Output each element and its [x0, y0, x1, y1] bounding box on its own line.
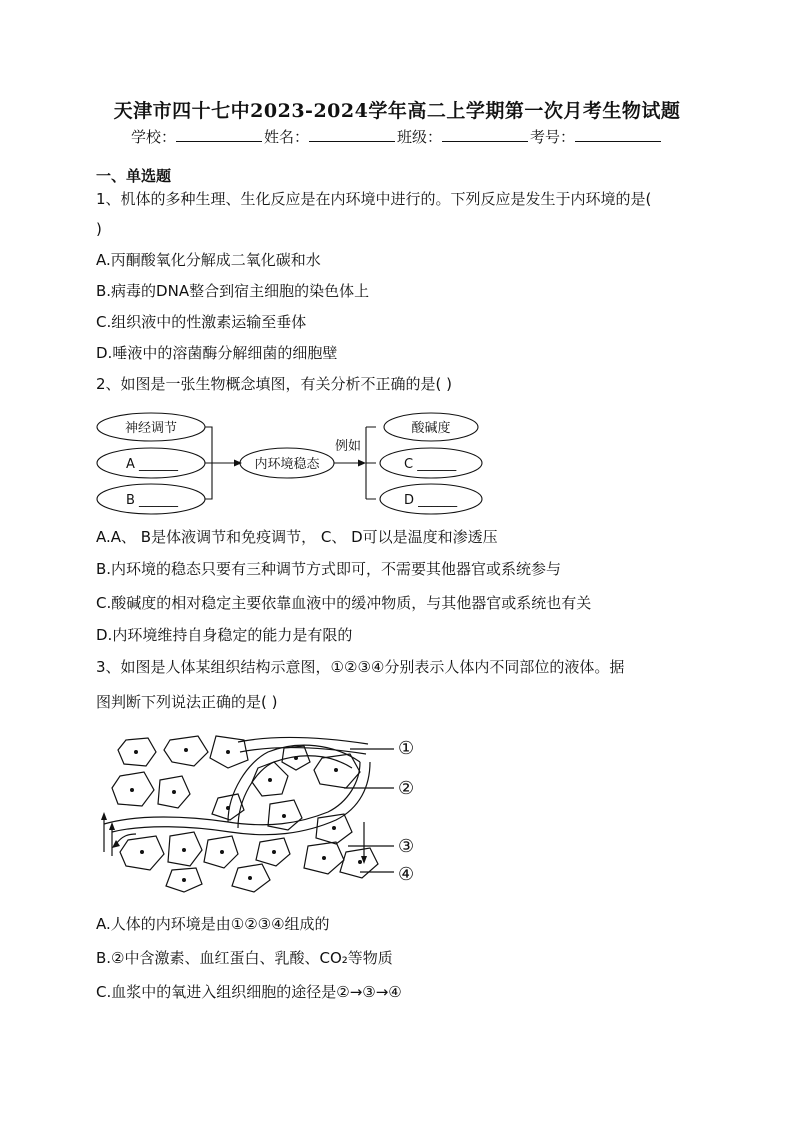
right-label-2: C ______ — [404, 457, 457, 472]
q2-stem: 2、如图是一张生物概念填图，有关分析不正确的是( ) — [96, 375, 453, 393]
figure-label-3: ③ — [398, 836, 415, 857]
right-label-1: 酸碱度 — [411, 421, 451, 436]
tissue-structure-diagram — [98, 732, 428, 894]
q3-option-b: B.②中含激素、血红蛋白、乳酸、CO₂等物质 — [96, 949, 393, 967]
q1-stem-cont: ) — [96, 220, 102, 238]
q1-option-a: A.丙酮酸氧化分解成二氧化碳和水 — [96, 251, 321, 269]
figure-label-1: ① — [398, 738, 415, 759]
q1-option-c: C.组织液中的性激素运输至垂体 — [96, 313, 307, 331]
q2-option-a: A.A、 B是体液调节和免疫调节， C、 D可以是温度和渗透压 — [96, 528, 498, 546]
number-blank — [575, 127, 661, 142]
q2-option-b: B.内环境的稳态只要有三种调节方式即可，不需要其他器官或系统参与 — [96, 560, 562, 578]
q1-option-b: B.病毒的DNA整合到宿主细胞的染色体上 — [96, 282, 370, 300]
figure-label-4: ④ — [398, 864, 415, 885]
q3-option-c: C.血浆中的氧进入组织细胞的途径是②→③→④ — [96, 983, 402, 1001]
exam-title: 天津市四十七中2023-2024学年高二上学期第一次月考生物试题 — [113, 100, 681, 122]
left-label-3: B ______ — [126, 493, 179, 508]
q1-stem: 1、机体的多种生理、生化反应是在内环境中进行的。下列反应是发生于内环境的是( — [96, 190, 652, 208]
q3-stem-line2: 图判断下列说法正确的是( ) — [96, 693, 278, 711]
school-label: 学校： — [130, 128, 176, 146]
edge-label: 例如 — [335, 439, 362, 454]
number-label: 考号： — [530, 128, 576, 146]
q2-option-d: D.内环境维持自身稳定的能力是有限的 — [96, 626, 353, 644]
q2-option-c: C.酸碱度的相对稳定主要依靠血液中的缓冲物质，与其他器官或系统也有关 — [96, 594, 592, 612]
left-label-1: 神经调节 — [124, 421, 178, 436]
name-label: 姓名： — [263, 128, 309, 146]
center-label: 内环境稳态 — [254, 457, 320, 472]
section-heading: 一、单选题 — [96, 167, 172, 185]
name-blank — [309, 127, 395, 142]
school-blank — [176, 127, 262, 142]
student-info-line — [0, 126, 794, 147]
figure-label-2: ② — [398, 778, 415, 799]
q3-option-a: A.人体的内环境是由①②③④组成的 — [96, 915, 330, 933]
concept-map-diagram — [96, 410, 496, 516]
right-label-3: D ______ — [404, 493, 458, 508]
class-blank — [442, 127, 528, 142]
q3-stem-line1: 3、如图是人体某组织结构示意图，①②③④分别表示人体内不同部位的液体。据 — [96, 658, 625, 676]
left-label-2: A ______ — [126, 457, 179, 472]
class-label: 班级： — [397, 128, 443, 146]
q1-option-d: D.唾液中的溶菌酶分解细菌的细胞壁 — [96, 344, 338, 362]
